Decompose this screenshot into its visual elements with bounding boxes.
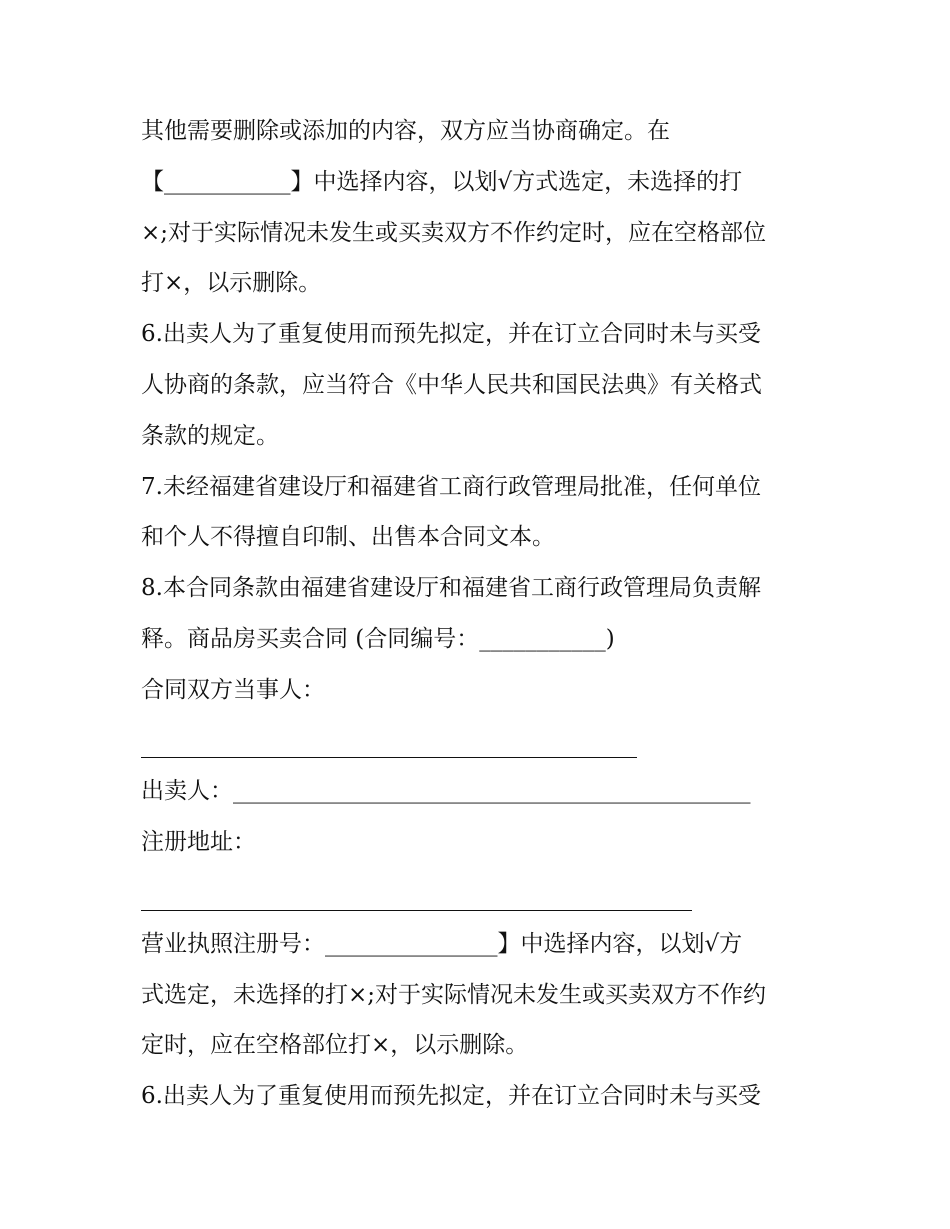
clause-7-line: 7.未经福建省建设厅和福建省工商行政管理局批准，任何单位 xyxy=(141,473,761,500)
contract-title-line: 释。商品房买卖合同 (合同编号：___________) xyxy=(141,625,615,652)
paragraph-line: 和个人不得擅自印制、出售本合同文本。 xyxy=(141,524,555,551)
contract-text-body xyxy=(141,106,821,1122)
business-license-line: 营业执照注册号：_______________】中选择内容，以划√方 xyxy=(141,930,743,957)
underline-rule xyxy=(141,910,692,911)
clause-6-line: 6.出卖人为了重复使用而预先拟定，并在订立合同时未与买受 xyxy=(141,321,761,348)
registered-address-label: 注册地址： xyxy=(141,829,256,856)
paragraph-line: 人协商的条款，应当符合《中华人民共和国民法典》有关格式 xyxy=(141,371,762,398)
paragraph-line: 定时，应在空格部位打×，以示删除。 xyxy=(141,1032,529,1059)
clause-6-line: 6.出卖人为了重复使用而预先拟定，并在订立合同时未与买受 xyxy=(141,1083,761,1110)
underline-rule xyxy=(141,757,637,758)
blank-fill-line xyxy=(141,716,821,767)
paragraph-line: ×;对于实际情况未发生或买卖双方不作约定时，应在空格部位 xyxy=(141,219,767,246)
paragraph-line: 式选定，未选择的打×;对于实际情况未发生或买卖双方不作约 xyxy=(141,981,767,1008)
paragraph-line: 【___________】中选择内容，以划√方式选定，未选择的打 xyxy=(141,168,743,195)
paragraph-line: 其他需要删除或添加的内容，双方应当协商确定。在 xyxy=(141,118,670,144)
paragraph-line: 打×，以示删除。 xyxy=(141,270,322,297)
parties-heading: 合同双方当事人： xyxy=(141,676,325,703)
blank-fill-line xyxy=(141,868,821,919)
seller-field-line: 出卖人：_____________________________________________ xyxy=(141,778,751,805)
clause-8-line: 8.本合同条款由福建省建设厅和福建省工商行政管理局负责解 xyxy=(141,575,761,602)
paragraph-line: 条款的规定。 xyxy=(141,422,279,449)
